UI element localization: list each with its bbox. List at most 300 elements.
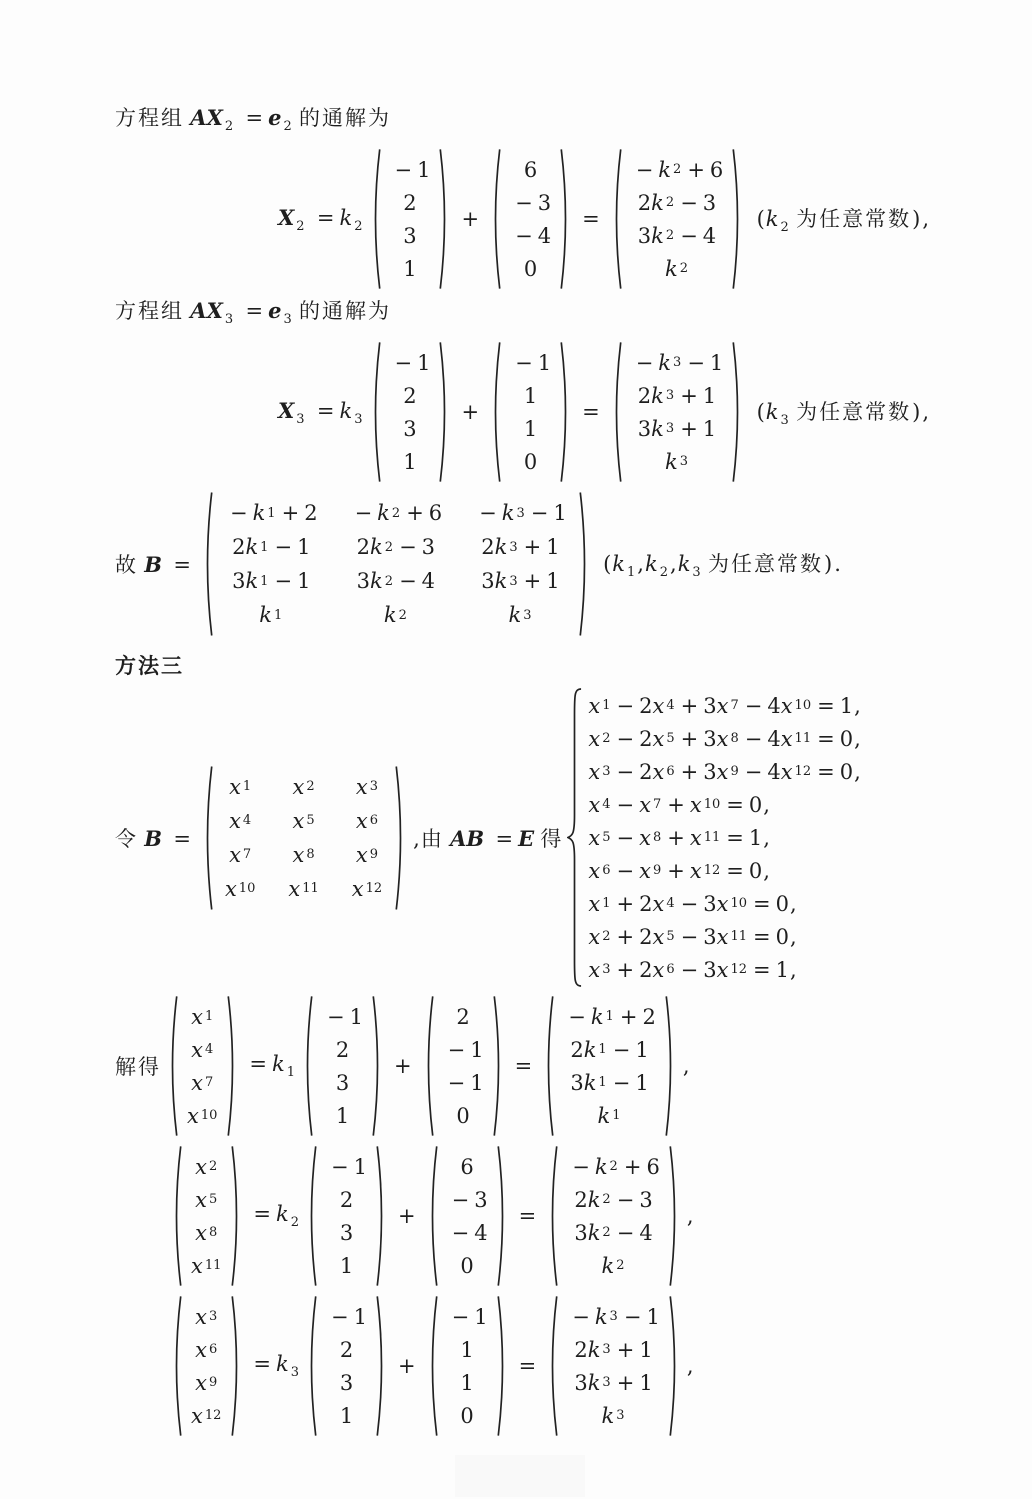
math-variable: k bbox=[601, 1403, 615, 1428]
matrix-cell bbox=[225, 770, 256, 804]
math-number: 4 bbox=[702, 223, 717, 248]
vector-entry bbox=[390, 219, 431, 252]
math-number: 1 bbox=[470, 1070, 484, 1095]
vector-entry bbox=[510, 445, 551, 478]
right-paren-icon bbox=[669, 1144, 680, 1288]
punctuation: ) bbox=[912, 400, 921, 424]
vector-entry bbox=[187, 1066, 218, 1099]
math-variable: k bbox=[651, 416, 664, 441]
math-operator: − bbox=[680, 924, 699, 949]
math-number: 4 bbox=[767, 759, 781, 784]
math-number: 2 bbox=[639, 726, 653, 751]
math-operator: − bbox=[451, 1187, 470, 1212]
punctuation: , bbox=[686, 1354, 694, 1378]
matrix-cell bbox=[474, 598, 567, 632]
vector-entry bbox=[187, 1099, 218, 1132]
subscript: 2 bbox=[398, 607, 407, 623]
matrix-cell bbox=[288, 770, 319, 804]
math-operator: + bbox=[623, 1154, 642, 1179]
math-variable: k bbox=[276, 1202, 289, 1226]
subscript: 2 bbox=[296, 218, 305, 234]
math-number: 0 bbox=[460, 1253, 474, 1278]
subscript: 5 bbox=[666, 929, 675, 944]
math-number: 3 bbox=[702, 190, 717, 215]
vector-entry bbox=[510, 153, 551, 186]
right-paren-icon bbox=[493, 994, 504, 1138]
math-number: 1 bbox=[297, 569, 311, 593]
punctuation: , bbox=[686, 1204, 694, 1228]
math-number: 1 bbox=[339, 1253, 354, 1278]
math-run bbox=[248, 1352, 300, 1380]
math-number: 2 bbox=[639, 924, 653, 949]
subscript: 3 bbox=[602, 764, 611, 779]
math-number: 2 bbox=[574, 1187, 588, 1212]
math-number: 2 bbox=[639, 759, 653, 784]
column-vector bbox=[547, 1294, 680, 1438]
left-paren-icon bbox=[490, 340, 501, 484]
math-number: 3 bbox=[637, 223, 652, 248]
vector-entry bbox=[631, 186, 724, 219]
column-vector bbox=[490, 340, 571, 484]
math-operator: − bbox=[515, 223, 533, 248]
matrix-cell bbox=[288, 804, 319, 838]
math-number: 2 bbox=[304, 501, 318, 525]
equation-system bbox=[567, 687, 861, 988]
math-number: 2 bbox=[639, 891, 653, 916]
math-operator: + bbox=[398, 1354, 416, 1378]
math-variable: k bbox=[339, 205, 353, 230]
vector-entry bbox=[191, 1300, 222, 1333]
math-variable: k bbox=[594, 1304, 608, 1329]
matrix bbox=[202, 490, 590, 638]
math-variable: k bbox=[597, 1103, 611, 1128]
math-number: 3 bbox=[703, 924, 717, 949]
subscript: 7 bbox=[242, 847, 252, 862]
subscript: 2 bbox=[354, 218, 363, 234]
math-number: 3 bbox=[703, 891, 717, 916]
subscript: 1 bbox=[598, 1042, 607, 1057]
math-operator: − bbox=[331, 1304, 349, 1329]
math-run bbox=[682, 1054, 691, 1078]
math-variable: x bbox=[191, 1004, 203, 1029]
math-variable: X bbox=[206, 298, 223, 323]
math-run bbox=[514, 1204, 542, 1228]
vector-entry bbox=[390, 252, 431, 285]
subscript: 3 bbox=[296, 411, 305, 427]
math-number: 1 bbox=[523, 383, 538, 408]
intro-x2 bbox=[115, 104, 982, 141]
cjk-text: 为任意常数 bbox=[796, 207, 912, 231]
right-paren-icon bbox=[732, 340, 743, 484]
math-run bbox=[278, 398, 364, 427]
math-number: 3 bbox=[474, 1187, 488, 1212]
subscript: 2 bbox=[780, 220, 789, 235]
math-operator: − bbox=[229, 501, 248, 525]
math-variable: x bbox=[689, 792, 702, 817]
matrix-cell bbox=[225, 872, 256, 906]
math-operator: = bbox=[316, 205, 335, 230]
math-variable: k bbox=[651, 223, 664, 248]
subscript: 3 bbox=[602, 1375, 611, 1390]
matrix-cell bbox=[350, 564, 443, 598]
left-paren-icon bbox=[427, 1294, 438, 1438]
left-paren-icon bbox=[423, 994, 434, 1138]
vector-entry bbox=[631, 219, 724, 252]
math-variable: x bbox=[588, 792, 601, 817]
subscript: 6 bbox=[602, 863, 611, 878]
right-paren-icon bbox=[231, 1144, 242, 1288]
right-paren-icon bbox=[231, 1294, 242, 1438]
subscript: 3 bbox=[290, 1365, 300, 1380]
left-paren-icon bbox=[167, 994, 178, 1138]
left-paren-icon bbox=[547, 1144, 558, 1288]
subscript: 2 bbox=[679, 261, 688, 276]
math-run bbox=[577, 400, 605, 424]
right-paren-icon bbox=[497, 1294, 508, 1438]
matrix-cell bbox=[225, 804, 256, 838]
subscript: 6 bbox=[369, 813, 378, 828]
math-number: 0 bbox=[748, 792, 763, 817]
subscript: 11 bbox=[794, 731, 812, 746]
math-run bbox=[115, 1051, 161, 1081]
math-number: 0 bbox=[839, 759, 854, 784]
math-run bbox=[115, 654, 184, 678]
subscript: 1 bbox=[612, 1108, 621, 1123]
math-operator: + bbox=[281, 501, 300, 525]
left-paren-icon bbox=[611, 340, 622, 484]
system-equation bbox=[588, 788, 861, 821]
vector-entry bbox=[567, 1399, 660, 1432]
math-operator: = bbox=[752, 891, 771, 916]
left-paren-icon bbox=[370, 340, 381, 484]
vector-entry bbox=[322, 1000, 363, 1033]
punctuation: , bbox=[763, 858, 770, 883]
vector-entry bbox=[326, 1399, 367, 1432]
vector-entry bbox=[510, 186, 551, 219]
matrix-cell bbox=[352, 872, 383, 906]
punctuation: . bbox=[834, 552, 841, 576]
math-variable: x bbox=[652, 726, 665, 751]
subscript: 2 bbox=[391, 505, 401, 521]
math-variable: k bbox=[644, 552, 658, 576]
vector-entry bbox=[631, 412, 724, 445]
vector-entry bbox=[563, 1099, 656, 1132]
vector-entry bbox=[567, 1249, 660, 1282]
math-operator: − bbox=[616, 759, 635, 784]
math-variable: k bbox=[245, 535, 259, 559]
subscript: 3 bbox=[509, 539, 518, 555]
subscript: 1 bbox=[602, 896, 611, 911]
system-equation bbox=[588, 887, 861, 920]
math-variable: x bbox=[588, 759, 601, 784]
vector-entries bbox=[182, 1294, 231, 1438]
math-operator: − bbox=[635, 350, 654, 375]
math-number: 2 bbox=[639, 693, 653, 718]
system-equation bbox=[588, 722, 861, 755]
math-operator: − bbox=[274, 569, 293, 593]
subscript: 1 bbox=[273, 607, 283, 623]
vector-entry bbox=[510, 346, 551, 379]
math-operator: − bbox=[687, 350, 705, 375]
math-number: 1 bbox=[775, 957, 789, 982]
cjk-text: 得 bbox=[540, 826, 564, 851]
punctuation: , bbox=[637, 552, 644, 576]
math-variable: x bbox=[292, 808, 305, 833]
math-operator: = bbox=[518, 1204, 537, 1228]
punctuation: , bbox=[763, 825, 770, 850]
math-operator: + bbox=[680, 383, 698, 408]
math-run bbox=[577, 207, 605, 231]
math-operator: + bbox=[461, 207, 480, 231]
math-operator: − bbox=[680, 891, 699, 916]
subscript: 2 bbox=[384, 539, 394, 555]
math-number: 1 bbox=[460, 1337, 474, 1362]
vector-entry bbox=[567, 1300, 660, 1333]
punctuation: ( bbox=[756, 400, 765, 424]
matrix-cell bbox=[352, 838, 383, 872]
vector-entry bbox=[447, 1150, 488, 1183]
math-operator: − bbox=[616, 1187, 635, 1212]
vector-entry bbox=[567, 1366, 660, 1399]
math-operator: = bbox=[173, 826, 191, 851]
vector-entry bbox=[326, 1366, 367, 1399]
math-operator: + bbox=[680, 416, 698, 441]
vector-entries bbox=[501, 340, 560, 484]
math-number: 0 bbox=[523, 449, 538, 474]
equation-B bbox=[115, 490, 982, 638]
math-variable: x bbox=[355, 842, 368, 867]
vector-entries bbox=[438, 1144, 497, 1288]
math-variable: x bbox=[689, 825, 702, 850]
subscript: 7 bbox=[730, 698, 739, 713]
subscript: 10 bbox=[730, 896, 747, 911]
math-number: 1 bbox=[339, 1403, 354, 1428]
math-operator: = bbox=[518, 1354, 537, 1378]
math-number: 1 bbox=[403, 256, 417, 281]
math-number: 1 bbox=[353, 1154, 367, 1179]
subscript: 6 bbox=[666, 962, 675, 977]
left-paren-icon bbox=[202, 490, 213, 638]
punctuation: , bbox=[789, 924, 797, 949]
math-variable: x bbox=[195, 1187, 207, 1212]
math-variable: x bbox=[195, 1337, 207, 1362]
math-number: 1 bbox=[553, 501, 567, 525]
math-operator: − bbox=[612, 1037, 631, 1062]
math-variable: k bbox=[245, 569, 259, 593]
math-number: 1 bbox=[335, 1103, 350, 1128]
vector-entry bbox=[191, 1150, 222, 1183]
math-number: 0 bbox=[456, 1103, 470, 1128]
math-number: 2 bbox=[356, 535, 371, 559]
math-number: 1 bbox=[403, 449, 417, 474]
math-operator: + bbox=[523, 569, 542, 593]
column-vector bbox=[611, 147, 744, 291]
math-number: 3 bbox=[574, 1370, 588, 1395]
math-operator: − bbox=[447, 1037, 466, 1062]
matrix-grid bbox=[213, 490, 579, 638]
math-variable: k bbox=[383, 603, 397, 627]
math-run bbox=[248, 1202, 300, 1230]
math-number: 3 bbox=[703, 957, 717, 982]
math-number: 1 bbox=[537, 350, 552, 375]
vector-entry bbox=[631, 346, 724, 379]
math-variable: A bbox=[190, 298, 207, 323]
math-variable: x bbox=[716, 891, 729, 916]
matrix-grid bbox=[213, 764, 395, 912]
math-variable: x bbox=[224, 876, 237, 901]
math-variable: x bbox=[588, 957, 601, 982]
subscript: 1 bbox=[242, 779, 252, 794]
matrix-cell bbox=[474, 530, 567, 564]
math-number: 3 bbox=[339, 1370, 354, 1395]
math-operator: − bbox=[447, 1070, 466, 1095]
math-operator: − bbox=[680, 223, 698, 248]
subscript: 2 bbox=[616, 1258, 625, 1273]
math-variable: B bbox=[144, 552, 163, 577]
math-number: 4 bbox=[537, 223, 552, 248]
math-number: 1 bbox=[702, 383, 717, 408]
math-number: 1 bbox=[646, 1304, 660, 1329]
math-operator: + bbox=[616, 924, 635, 949]
vector-entry bbox=[447, 1249, 488, 1282]
math-operator: − bbox=[451, 1220, 470, 1245]
math-variable: x bbox=[191, 1037, 203, 1062]
math-operator: = bbox=[249, 1052, 267, 1076]
column-vector bbox=[490, 147, 571, 291]
math-variable: k bbox=[501, 501, 515, 525]
math-variable: k bbox=[377, 501, 390, 525]
subscript: 11 bbox=[302, 881, 319, 896]
math-variable: k bbox=[594, 1154, 608, 1179]
math-variable: x bbox=[351, 876, 364, 901]
vector-entry bbox=[191, 1216, 222, 1249]
subscript: 9 bbox=[730, 764, 739, 779]
math-variable: B bbox=[144, 825, 163, 851]
math-variable: k bbox=[494, 569, 508, 593]
math-variable: x bbox=[716, 726, 729, 751]
math-variable: x bbox=[588, 825, 601, 850]
subscript: 3 bbox=[523, 607, 532, 623]
math-number: 2 bbox=[481, 535, 495, 559]
math-operator: = bbox=[245, 106, 264, 130]
subscript: 5 bbox=[208, 1192, 218, 1207]
math-operator: − bbox=[616, 792, 635, 817]
math-number: 2 bbox=[637, 383, 652, 408]
punctuation: , bbox=[789, 957, 797, 982]
punctuation: ( bbox=[756, 207, 765, 231]
matrix-cell bbox=[288, 838, 319, 872]
math-operator: − bbox=[616, 726, 635, 751]
equation-x3 bbox=[278, 340, 982, 484]
math-variable: k bbox=[601, 1253, 615, 1278]
math-operator: + bbox=[616, 1337, 635, 1362]
subscript: 4 bbox=[666, 698, 675, 713]
math-operator: − bbox=[744, 726, 763, 751]
column-vector bbox=[306, 1144, 387, 1288]
math-variable: x bbox=[195, 1370, 207, 1395]
solution-k3 bbox=[165, 1294, 982, 1438]
math-operator: = bbox=[173, 553, 191, 577]
math-operator: + bbox=[667, 825, 685, 850]
math-variable: k bbox=[658, 157, 672, 182]
matrix-cell bbox=[352, 770, 383, 804]
subscript: 1 bbox=[260, 573, 269, 589]
column-vector bbox=[171, 1144, 242, 1288]
subscript: 3 bbox=[679, 454, 688, 469]
subscript: 2 bbox=[602, 731, 611, 746]
cjk-text: 方程组 bbox=[115, 299, 184, 323]
right-paren-icon bbox=[376, 1294, 387, 1438]
math-number: 2 bbox=[339, 1337, 354, 1362]
subscript: 3 bbox=[602, 962, 611, 977]
math-variable: x bbox=[355, 774, 368, 799]
punctuation: , bbox=[413, 826, 420, 851]
math-number: 3 bbox=[537, 190, 552, 215]
punctuation: , bbox=[854, 693, 861, 718]
punctuation: ) bbox=[824, 552, 833, 576]
vector-entry bbox=[631, 252, 724, 285]
math-run bbox=[456, 400, 484, 424]
cjk-text: 方法三 bbox=[115, 655, 184, 678]
solution-k1 bbox=[115, 994, 982, 1138]
left-paren-icon bbox=[302, 994, 313, 1138]
vector-entry bbox=[390, 412, 431, 445]
math-number: 1 bbox=[839, 693, 854, 718]
right-paren-icon bbox=[439, 147, 450, 291]
math-number: 1 bbox=[635, 1070, 649, 1095]
math-number: 1 bbox=[635, 1037, 649, 1062]
math-variable: X bbox=[278, 397, 295, 423]
subscript: 3 bbox=[609, 1309, 618, 1324]
math-variable: x bbox=[588, 858, 601, 883]
left-paren-icon bbox=[202, 764, 213, 912]
math-operator: + bbox=[616, 891, 635, 916]
subscript: 4 bbox=[242, 813, 252, 828]
math-number: 1 bbox=[460, 1370, 474, 1395]
math-variable: e bbox=[268, 298, 282, 323]
punctuation: , bbox=[763, 792, 770, 817]
math-operator: + bbox=[616, 1370, 635, 1395]
math-number: 1 bbox=[297, 535, 311, 559]
matrix-cell bbox=[225, 496, 318, 530]
matrix-cell bbox=[350, 496, 443, 530]
subscript: 4 bbox=[602, 797, 611, 812]
math-variable: x bbox=[229, 842, 241, 867]
subscript: 10 bbox=[200, 1108, 218, 1123]
subscript: 3 bbox=[665, 421, 675, 436]
math-variable: x bbox=[195, 1220, 207, 1245]
matrix-cell bbox=[225, 564, 318, 598]
vector-entry bbox=[567, 1216, 660, 1249]
math-operator: + bbox=[680, 726, 699, 751]
math-run bbox=[412, 823, 563, 853]
math-variable: k bbox=[587, 1370, 601, 1395]
vector-entry bbox=[326, 1150, 367, 1183]
math-number: 1 bbox=[709, 350, 724, 375]
math-operator: − bbox=[616, 1220, 635, 1245]
cjk-text: 令 bbox=[115, 826, 138, 851]
vector-entry bbox=[390, 153, 431, 186]
column-vector bbox=[370, 340, 451, 484]
subscript: 6 bbox=[666, 764, 675, 779]
math-operator: = bbox=[726, 792, 744, 817]
math-operator: − bbox=[451, 1304, 470, 1329]
math-operator: + bbox=[680, 693, 699, 718]
punctuation: , bbox=[789, 891, 797, 916]
cjk-text: 为任意常数 bbox=[796, 400, 912, 424]
vector-entries bbox=[558, 1144, 669, 1288]
vector-entry bbox=[322, 1099, 363, 1132]
